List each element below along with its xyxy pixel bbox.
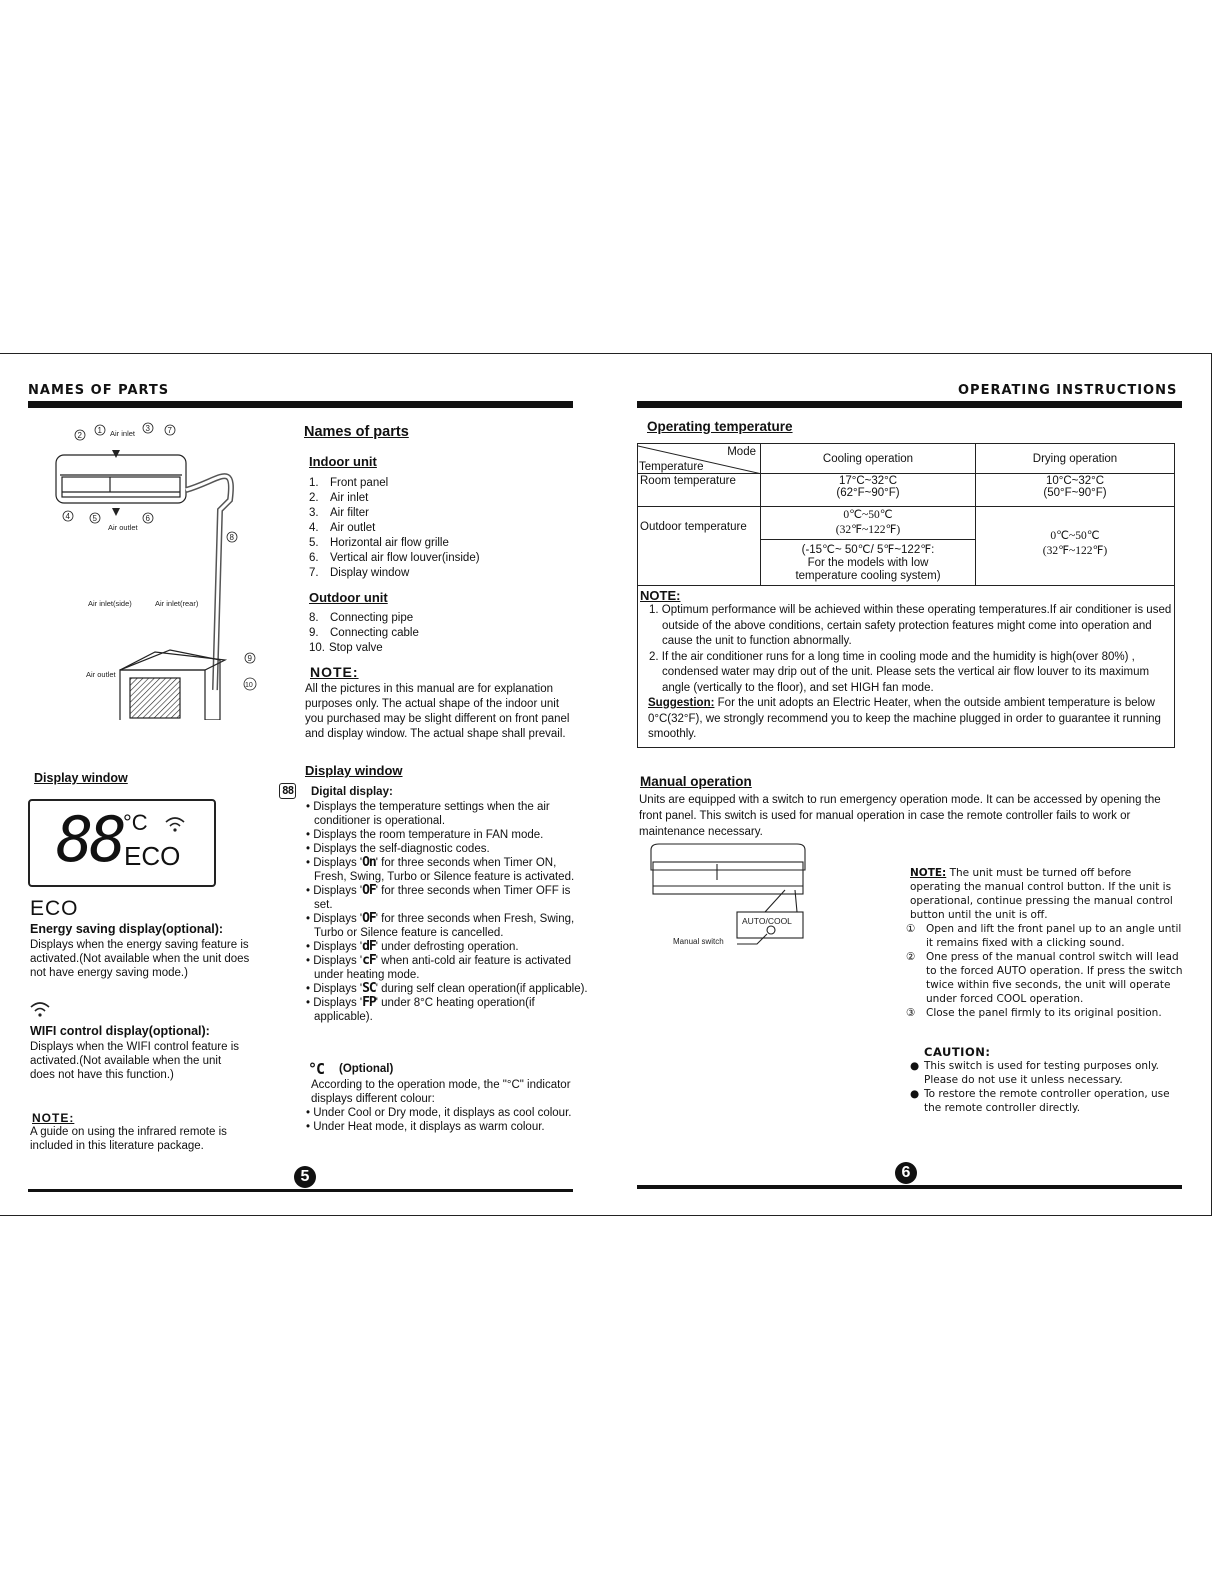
list-item: • Displays 'FP' under 8°C heating operation(if applicable).	[306, 995, 535, 1023]
digital-display-title: Digital display:	[311, 786, 393, 798]
list-item: ● To restore the remote controller operation, use the remote controller directly.	[910, 1088, 1170, 1114]
table-note-cell	[638, 586, 1175, 748]
names-of-parts-title: Names of parts	[304, 424, 409, 440]
list-item: ● This switch is used for testing purposes only. Please do not use it unless necessary.	[910, 1060, 1159, 1086]
lcd-celsius: °C	[123, 810, 148, 835]
eco-title: Energy saving display(optional):	[30, 922, 224, 936]
page-number-6: 6	[895, 1162, 917, 1184]
celsius-text: According to the operation mode, the "°C" indicator displays different colour:	[311, 1079, 571, 1105]
manual-op-title: Manual operation	[640, 774, 752, 789]
list-item: • Displays 'OF' for three seconds when Fresh, Swing, Turbo or Silence feature is cancelled.	[306, 911, 575, 939]
list-item: 2. Air inlet	[309, 492, 369, 504]
list-item: • Displays the self-diagnostic codes.	[306, 843, 490, 855]
table-note-2: 2. If the air conditioner runs for a long time in cooling mode and the humidity is high(over 80%) , condensed water may drip out of the unit. Please sets the vertical air flow louver to its maximum angle (vertically to the floor), and set HIGH fan mode.	[649, 650, 1150, 694]
note-title: NOTE:	[310, 664, 359, 680]
table-suggestion: Suggestion: For the unit adopts an Electric Heater, when the outside ambient temperature is below 0°C(32°F), we strongly recommend you to keep the machine plugged in order to guarantee it running smoothly.	[648, 697, 1161, 740]
step-item: ③ Close the panel firmly to its original position.	[906, 1007, 1162, 1019]
list-item: • Under Heat mode, it displays as warm colour.	[306, 1121, 545, 1133]
right-header: OPERATING INSTRUCTIONS	[958, 383, 1178, 398]
left-header: NAMES OF PARTS	[28, 383, 170, 398]
step-item: ① Open and lift the front panel up to an angle until it remains fixed with a clicking sound.	[906, 923, 1182, 949]
lcd-display	[28, 799, 216, 887]
operating-temp-title: Operating temperature	[647, 419, 793, 434]
note2-title: NOTE:	[32, 1111, 75, 1125]
display-window-title: Display window	[34, 771, 128, 785]
auto-cool-label: AUTO/COOL	[742, 916, 792, 926]
caution-title: CAUTION:	[924, 1045, 991, 1059]
unit-diagram	[50, 420, 270, 720]
indoor-parts-list	[309, 476, 480, 581]
list-item: • Displays the temperature settings when the air conditioner is operational.	[306, 801, 550, 827]
wifi-text: Displays when the WIFI control feature is activated.(Not available when the unit does not have this function.)	[30, 1041, 239, 1081]
list-item: 4. Air outlet	[309, 522, 376, 534]
list-item: 7. Display window	[309, 567, 410, 579]
list-item: • Displays 'SC' during self clean operation(if applicable).	[306, 981, 588, 996]
wifi-icon	[29, 1000, 51, 1018]
note2-text: A guide on using the infrared remote is included in this literature package.	[30, 1126, 227, 1152]
air-inlet-label: Air inlet	[110, 429, 136, 438]
celsius-icon: °C	[308, 1060, 325, 1078]
eco-text: Displays when the energy saving feature is activated.(Not available when the unit does not have energy saving mode.)	[30, 939, 250, 979]
svg-text:5: 5	[92, 514, 97, 523]
table-corner: Mode Temperature	[638, 444, 761, 474]
display-window-title-2: Display window	[305, 763, 403, 778]
table-row-label: Room temperature	[638, 474, 761, 507]
svg-text:1: 1	[97, 426, 102, 435]
list-item: 10. Stop valve	[309, 642, 383, 654]
list-item: • Displays the room temperature in FAN mode.	[306, 829, 544, 841]
table-header-cell: Cooling operation	[761, 444, 976, 474]
table-cell: 17°C~32°C (62°F~90°F)	[761, 474, 976, 507]
manual-note: NOTE: The unit must be turned off before operating the manual control button. If the unit is operational, continue pressing the manual control button until the unit is off.	[910, 867, 1173, 921]
table-cell: (-15℃~ 50℃/ 5℉~122℉: For the models with low temperature cooling system)	[761, 540, 976, 586]
list-item: • Under Cool or Dry mode, it displays as cool colour.	[306, 1107, 572, 1119]
table-header-cell: Drying operation	[976, 444, 1175, 474]
lcd-eco: ECO	[124, 841, 181, 871]
list-item: • Displays 'OF' for three seconds when Timer OFF is set.	[306, 883, 571, 911]
list-item: 6. Vertical air flow louver(inside)	[309, 552, 480, 564]
svg-text:10: 10	[245, 682, 253, 689]
left-footer-bar	[28, 1189, 573, 1192]
wifi-title: WIFI control display(optional):	[30, 1024, 210, 1038]
outdoor-unit-title: Outdoor unit	[309, 590, 388, 605]
outdoor-parts-list	[309, 611, 419, 656]
table-cell: 10°C~32°C (50°F~90°F)	[976, 474, 1175, 507]
list-item: 9. Connecting cable	[309, 627, 419, 639]
table-cell: 0℃~50℃ (32℉~122℉)	[761, 507, 976, 540]
manual-steps	[906, 922, 1184, 1020]
lcd-digits: 88	[56, 803, 123, 876]
celsius-title: (Optional)	[339, 1063, 394, 1075]
eco-label: ECO	[30, 897, 79, 920]
manual-op-text: Units are equipped with a switch to run emergency operation mode. It can be accessed by opening the front panel. This switch is used for manual operation in case the remote controller fails to work or maintenance necessary.	[639, 794, 1161, 838]
indoor-unit-title: Indoor unit	[309, 454, 377, 469]
bullet-icon: ●	[910, 1060, 920, 1072]
svg-text:4: 4	[65, 512, 70, 521]
celsius-list	[306, 1106, 596, 1134]
right-footer-bar	[637, 1185, 1182, 1189]
table-note-title: NOTE:	[640, 588, 681, 603]
manual-switch-diagram	[645, 840, 810, 950]
svg-text:9: 9	[247, 654, 252, 663]
list-item: • Displays 'dF' under defrosting operation.	[306, 939, 519, 954]
svg-text:Air inlet(side): Air inlet(side)	[88, 599, 132, 608]
list-item: 1. Front panel	[309, 477, 389, 489]
manual-switch-label: Manual switch	[673, 937, 724, 946]
digital-display-icon: 88	[279, 783, 296, 799]
step-item: ② One press of the manual control switch will lead to the forced AUTO operation. If press the switch twice within five seconds, the unit will operate under forced COOL operation.	[906, 951, 1183, 1005]
svg-text:Air inlet(rear): Air inlet(rear)	[155, 599, 199, 608]
wifi-icon	[164, 815, 186, 835]
digital-display-list	[306, 800, 588, 1024]
note-text: All the pictures in this manual are for explanation purposes only. The actual shape of the indoor unit you purchased may be slight different on front panel and display window. The actual shape shall prevail.	[305, 683, 570, 740]
svg-text:6: 6	[145, 514, 150, 523]
table-row-label: Outdoor temperature	[638, 507, 761, 586]
list-item: 8. Connecting pipe	[309, 612, 414, 624]
left-header-bar	[28, 401, 573, 408]
table-cell: 0℃~50℃ (32℉~122℉)	[976, 507, 1175, 586]
operating-temp-table	[637, 443, 1175, 748]
bullet-icon: ●	[910, 1088, 920, 1100]
svg-text:7: 7	[167, 426, 172, 435]
svg-text:3: 3	[145, 424, 150, 433]
caution-list	[910, 1059, 1185, 1115]
list-item: 5. Horizontal air flow grille	[309, 537, 449, 549]
svg-text:8: 8	[229, 533, 234, 542]
table-note-1: 1. Optimum performance will be achieved within these operating temperatures.If air conditioner is used outside of the above conditions, certain safety protection features might come into operation and cause the unit to function abnormally.	[649, 604, 1172, 647]
page-number-5: 5	[294, 1166, 316, 1188]
list-item: • Displays 'cF' when anti-cold air feature is activated under heating mode.	[306, 953, 571, 981]
svg-text:2: 2	[77, 431, 82, 440]
svg-text:Air outlet: Air outlet	[86, 670, 116, 679]
right-header-bar	[637, 401, 1182, 408]
air-outlet-label: Air outlet	[108, 523, 138, 532]
list-item: • Displays 'On' for three seconds when Timer ON, Fresh, Swing, Turbo or Silence feature is activated.	[306, 855, 575, 883]
list-item: 3. Air filter	[309, 507, 369, 519]
